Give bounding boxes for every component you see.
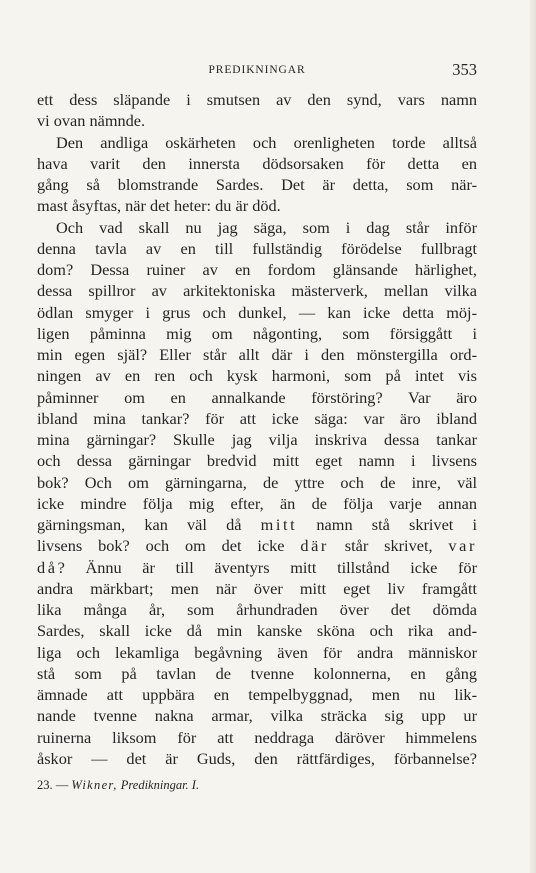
signature-author: Wikner, [71, 778, 118, 792]
text-line: Sardes, skall icke då min kanske sköna och rika and- [37, 621, 477, 641]
spaced-emphasis: där [300, 536, 329, 556]
text-line: hava varit den innersta dödsorsaken för detta en [37, 153, 477, 173]
text-line [37, 514, 477, 535]
text-line: mina gärningar? Skulle jag vilja inskriva dessa tankar [37, 430, 477, 449]
text-line [37, 557, 477, 578]
text-fragment: livsens bok? och om det icke [37, 536, 301, 556]
page-edge-shadow [530, 0, 536, 873]
text-line: mast åsyftas, när det heter: du är död. [37, 196, 281, 216]
text-line: åskor — det är Guds, den rättfärdiges, förbannelse? [37, 748, 477, 768]
text-line: ödlan smyger i grus och dunkel, — kan icke detta möj- [37, 302, 477, 322]
running-title: PREDIKNINGAR [208, 64, 306, 76]
text-line: dom? Dessa ruiner av en fordom glänsande härlighet, [37, 260, 477, 279]
body-text [37, 89, 477, 769]
text-line: denna tavla av en till fullständig förödelse fullbragt [37, 238, 477, 258]
text-line: icke mindre följa mig efter, än de följa varje annan [37, 493, 477, 513]
signature-title: Predikningar. I. [120, 778, 200, 792]
spaced-emphasis: mitt [260, 515, 298, 534]
text-fragment: namn stå skrivet i [297, 515, 478, 534]
text-line: liga och lekamliga begåvning även för andra människor [37, 642, 477, 662]
text-fragment: står skrivet, [328, 536, 449, 556]
text-line: dessa spillror av arkitektoniska mästerverk, mellan vilka [37, 281, 477, 301]
text-line: ningen av en ren och kysk harmoni, som på intet vis [37, 366, 477, 386]
text-line: andra märkbart; men när över mitt eget liv framgått [37, 578, 477, 598]
text-line: Och vad skall nu jag säga, som i dag står inför [56, 217, 477, 237]
text-line: lika många år, som århundraden över det dömda [37, 600, 477, 619]
text-line [37, 535, 477, 556]
text-line: stå som på tavlan de tvenne kolonnerna, en gång [37, 663, 477, 683]
text-line: ett dess släpande i smutsen av den synd, vars namn [37, 90, 477, 109]
text-line: vi ovan nämnde. [37, 111, 146, 131]
signature-number: 23. — [37, 778, 69, 792]
running-head [37, 60, 477, 84]
spaced-emphasis: var [448, 536, 477, 556]
text-line: ämnade att uppbära en tempelbyggnad, men nu lik- [37, 685, 477, 704]
text-line: gång så blomstrande Sardes. Det är detta, som när- [37, 175, 477, 194]
text-line: Den andliga oskärheten och orenligheten torde alltså [56, 132, 477, 152]
text-line: ibland mina tankar? för att icke säga: var äro ibland [37, 408, 477, 428]
text-line: ruinerna liksom för att neddraga däröver himmelens [37, 727, 477, 747]
text-line: och dessa gärningar bredvid mitt eget namn i livsens [37, 451, 477, 471]
text-line: påminner om en annalkande förstöring? Var äro [37, 387, 477, 407]
page-number: 353 [452, 60, 477, 79]
spaced-emphasis: då [37, 557, 58, 577]
text-line: min egen själ? Eller står allt där i den mönstergilla ord- [37, 345, 477, 364]
text-line: ligen påminna mig om någonting, som försiggått i [37, 323, 477, 343]
printer-signature-mark [37, 778, 199, 793]
text-line: bok? Och om gärningarna, de yttre och de inre, väl [37, 472, 477, 492]
text-line: nande tvenne nakna armar, vilka sträcka sig upp ur [37, 706, 477, 726]
text-fragment: gärningsman, kan väl då [37, 515, 261, 534]
text-fragment: ? Ännu är till äventyrs mitt tillstånd icke för [57, 557, 477, 577]
